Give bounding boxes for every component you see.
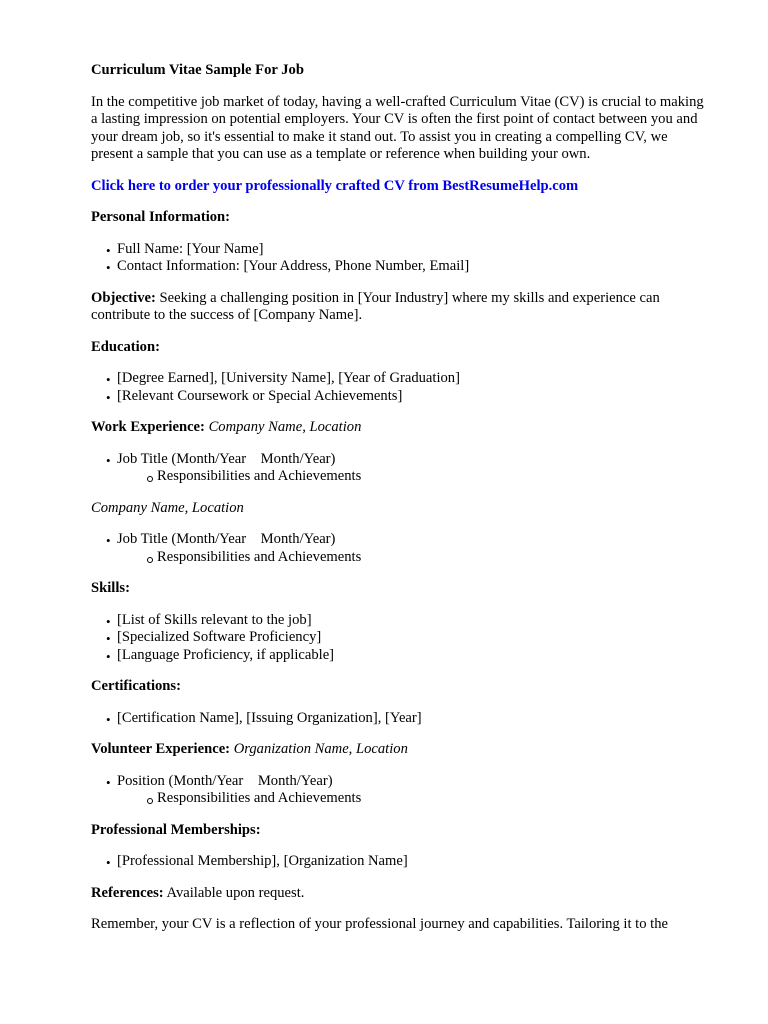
certifications-list xyxy=(91,710,708,728)
sub-list-item: Responsibilities and Achievements xyxy=(157,468,708,486)
list-item: • Position (Month/Year Month/Year) Responsibilities and Achievements xyxy=(117,773,708,808)
sub-list xyxy=(117,790,708,808)
list-item: • Job Title (Month/Year Month/Year) Responsibilities and Achievements xyxy=(117,531,708,566)
memberships-heading: Professional Memberships: xyxy=(91,821,261,838)
list-item: • Full Name: [Your Name] xyxy=(117,241,708,259)
list-item: • Job Title (Month/Year Month/Year) Responsibilities and Achievements xyxy=(117,451,708,486)
skills-list xyxy=(91,612,708,665)
education-list xyxy=(91,370,708,405)
references-paragraph xyxy=(91,885,708,903)
document-title: Curriculum Vitae Sample For Job xyxy=(91,62,304,78)
company-location: Company Name, Location xyxy=(208,419,362,435)
intro-paragraph: In the competitive job market of today, having a well-crafted Curriculum Vitae (CV) is crucial to making a lasting impression on potential employers. Your CV is often the first point of contact between you and your dream job, so it's essential to make it stand out. To assist you in creating a compelling CV, we present a sample that you can use as a template or reference when building your own. xyxy=(91,93,704,162)
list-item: • [Specialized Software Proficiency] xyxy=(117,629,708,647)
objective-label: Objective: xyxy=(91,289,156,306)
list-item: • [List of Skills relevant to the job] xyxy=(117,612,708,630)
certifications-heading: Certifications: xyxy=(91,678,181,694)
sub-list xyxy=(117,468,708,486)
closing-paragraph: Remember, your CV is a reflection of your professional journey and capabilities. Tailoring it to the xyxy=(91,916,669,932)
list-item: • Contact Information: [Your Address, Phone Number, Email] xyxy=(117,258,708,276)
objective-text: Seeking a challenging position in [Your Industry] where my skills and experience can contribute to the success of [Company Name]. xyxy=(91,289,660,323)
sub-list-item: Responsibilities and Achievements xyxy=(157,549,708,567)
work-experience-list-1 xyxy=(91,451,708,486)
personal-info-heading: Personal Information: xyxy=(91,209,231,225)
work-experience-list-2 xyxy=(91,531,708,566)
volunteer-list xyxy=(91,773,708,808)
list-item: • [Relevant Coursework or Special Achievements] xyxy=(117,388,708,406)
personal-info-list xyxy=(91,241,708,276)
objective-paragraph xyxy=(91,290,708,325)
organization-location: Organization Name, Location xyxy=(233,741,408,757)
education-heading: Education: xyxy=(91,338,160,355)
memberships-list xyxy=(91,853,708,871)
company-location: Company Name, Location xyxy=(91,499,244,516)
skills-heading: Skills: xyxy=(91,580,130,596)
references-label: References: xyxy=(91,884,164,901)
list-item: • [Degree Earned], [University Name], [Year of Graduation] xyxy=(117,370,708,388)
volunteer-heading xyxy=(91,741,708,759)
sub-list xyxy=(117,549,708,567)
references-text: Available upon request. xyxy=(163,884,305,901)
list-item: • [Certification Name], [Issuing Organization], [Year] xyxy=(117,710,708,728)
list-item: • [Language Proficiency, if applicable] xyxy=(117,647,708,665)
work-experience-label: Work Experience: xyxy=(91,419,205,435)
sub-list-item: Responsibilities and Achievements xyxy=(157,790,708,808)
work-experience-heading xyxy=(91,419,708,437)
order-cv-link[interactable]: Click here to order your professionally crafted CV from BestResumeHelp.com xyxy=(91,177,579,194)
list-item: • [Professional Membership], [Organization Name] xyxy=(117,853,708,871)
volunteer-label: Volunteer Experience: xyxy=(91,741,231,757)
